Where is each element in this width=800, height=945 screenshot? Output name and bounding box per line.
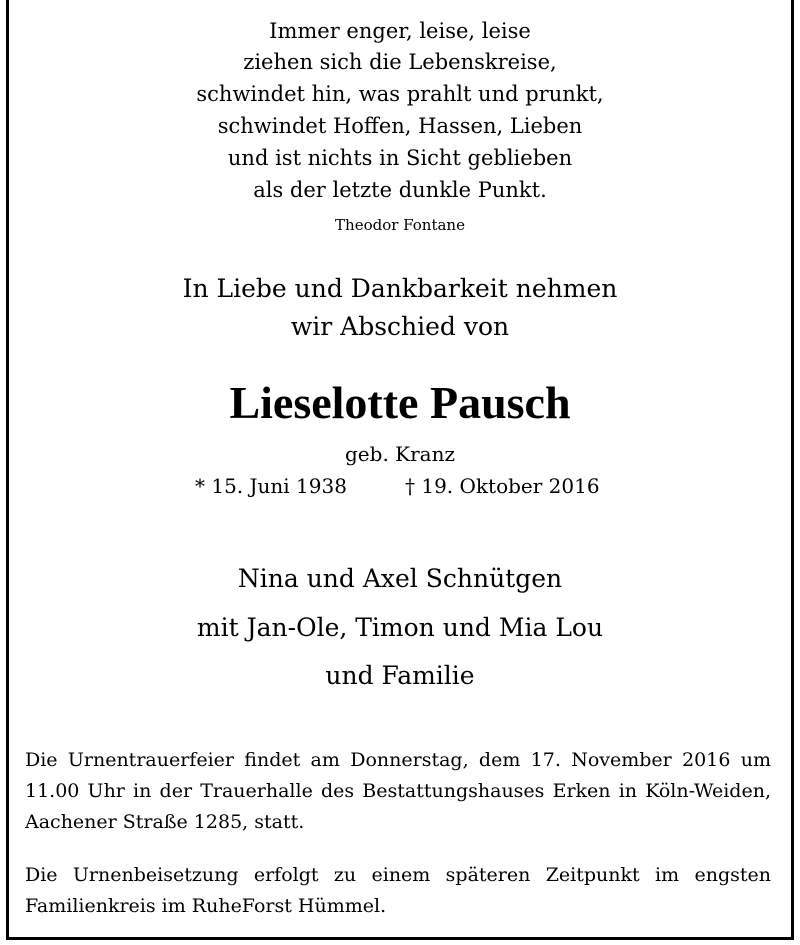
- poem-line-4: schwindet Hoffen, Hassen, Lieben: [217, 114, 583, 138]
- death-date: † 19. Oktober 2016: [405, 474, 600, 498]
- birth-date: * 15. Juni 1938: [195, 474, 347, 498]
- mourner-line-3: und Familie: [325, 661, 475, 690]
- life-dates: [0, 473, 800, 501]
- poem-line-3: schwindet hin, was prahlt und prunkt,: [196, 82, 604, 106]
- intro-line-2: wir Abschied von: [290, 312, 510, 341]
- ceremony-notice: Die Urnentrauerfeier findet am Donnerstag, dem 17. November 2016 um 11.00 Uhr in der Trauerhalle des Bestattungshauses Erken in Köln-Weiden, Aachener Straße 1285, statt.: [25, 749, 771, 833]
- burial-notice: Die Urnenbeisetzung erfolgt zu einem späteren Zeitpunkt im engsten Familienkreis im RuheForst Hümmel.: [25, 864, 771, 917]
- intro-line-1: In Liebe und Dankbarkeit nehmen: [182, 274, 618, 303]
- deceased-name: Lieselotte Pausch: [229, 377, 571, 428]
- poem-line-2: ziehen sich die Lebenskreise,: [243, 50, 557, 74]
- poem-line-1: Immer enger, leise, leise: [269, 19, 531, 43]
- poem-author: Theodor Fontane: [335, 216, 465, 234]
- poem-line-5: und ist nichts in Sicht geblieben: [227, 146, 573, 170]
- mourner-line-1: Nina und Axel Schnütgen: [237, 564, 563, 593]
- maiden-name: geb. Kranz: [345, 442, 455, 466]
- mourner-line-2: mit Jan-Ole, Timon und Mia Lou: [196, 613, 604, 642]
- poem-line-6: als der letzte dunkle Punkt.: [253, 178, 547, 202]
